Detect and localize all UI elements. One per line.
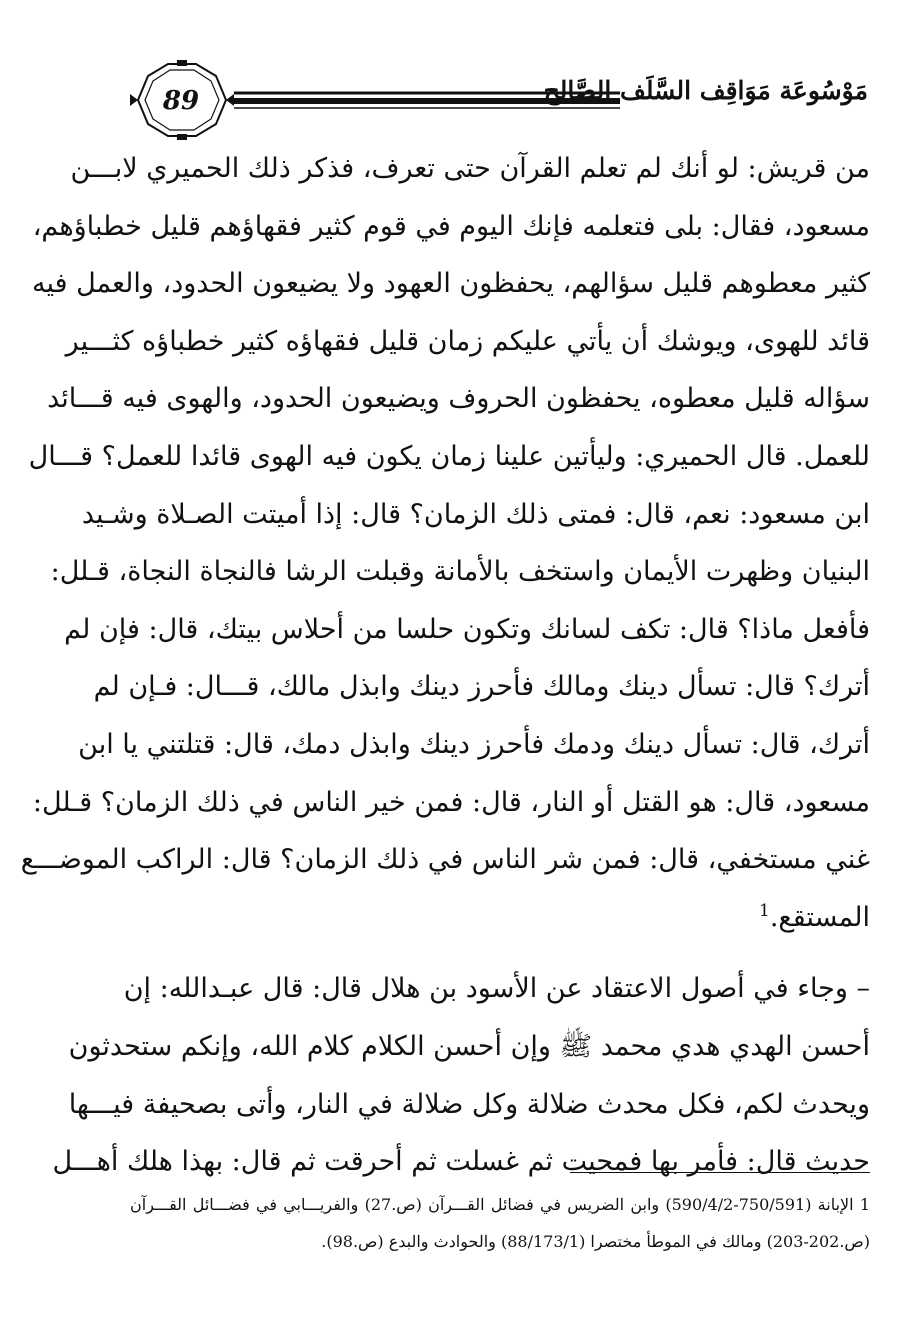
text-line: أترك؟ قال: تسأل دينك ومالك فأحرز دينك وابذل مالك، قـــال: فـإن لم bbox=[93, 671, 870, 703]
paragraph-2 bbox=[52, 960, 870, 1190]
text-line: أترك، قال: تسأل دينك ودمك فأحرز دينك وابذل دمك، قال: قتلتني يا ابن bbox=[78, 728, 870, 760]
text-line: مسعود، قال: هو القتل أو النار، قال: فمن خير الناس في ذلك الزمان؟ قـلل: bbox=[32, 786, 870, 818]
text-line: فأفعل ماذا؟ قال: تكف لسانك وتكون حلسا من أحلاس بيتك، قال: فإن لم bbox=[64, 613, 870, 645]
page-header bbox=[0, 0, 916, 140]
text-line: للعمل. قال الحميري: وليأتين علينا زمان يكون فيه الهوى قائدا للعمل؟ قـــال bbox=[28, 440, 870, 472]
text-line: – وجاء في أصول الاعتقاد عن الأسود بن هلال قال: قال عبـدالله: إن bbox=[123, 973, 870, 1005]
text-line: حديث قال: فأمر بها فمحيت ثم غسلت ثم أحرقت ثم قال: بهذا هلك أهـــل bbox=[52, 1146, 870, 1178]
text-line: غني مستخفي، قال: فمن شر الناس في ذلك الزمان؟ قال: الراكب الموضـــع bbox=[20, 844, 870, 876]
text-line: سؤاله قليل معطوه، يحفظون الحروف ويضيعون الحدود، والهوى فيه قـــائد bbox=[47, 383, 870, 415]
text-line: من قريش: لو أنك لم تعلم القرآن حتى تعرف، فذكر ذلك الحميري لابـــن bbox=[70, 153, 870, 184]
footnote bbox=[130, 1186, 870, 1260]
book-title: مَوْسُوعَة مَوَاقِف السَّلَف الصَّالِح bbox=[543, 76, 868, 105]
footnote-line: 1 الإبانة (750/591-590/4/2) وابن الضريس في فضائل القـــرآن (ص.27) والفريـــابي في فضـــائل القـــرآن bbox=[130, 1195, 871, 1214]
text-line: قائد للهوى، ويوشك أن يأتي عليكم زمان قليل فقهاؤه كثير خطباؤه كثـــير bbox=[65, 325, 870, 357]
text-line-content: المستقع. bbox=[769, 901, 870, 933]
footnote-separator bbox=[570, 1172, 870, 1173]
text-line bbox=[130, 889, 870, 947]
body-text bbox=[20, 140, 870, 1191]
text-line: أحسن الهدي هدي محمد ﷺ وإن أحسن الكلام كلام الله، وإنكم ستحدثون bbox=[68, 1030, 870, 1062]
header-ornament bbox=[0, 0, 916, 140]
text-line: كثير معطوهم قليل سؤالهم، يحفظون العهود ولا يضيعون الحدود، والعمل فيه bbox=[31, 268, 870, 300]
text-line: ويحدث لكم، فكل محدث ضلالة وكل ضلالة في النار، وأتى بصحيفة فيـــها bbox=[68, 1088, 870, 1120]
paragraph-1 bbox=[20, 140, 870, 946]
footnote-reference[interactable]: 1 bbox=[758, 900, 770, 921]
text-line: ابن مسعود: نعم، قال: فمتى ذلك الزمان؟ قال: إذا أميتت الصـلاة وشـيد bbox=[81, 498, 870, 530]
page-number: 89 bbox=[162, 86, 200, 116]
text-line: البنيان وظهرت الأيمان واستخف بالأمانة وقبلت الرشا فالنجاة النجاة، قـلل: bbox=[50, 556, 870, 588]
footnote-line: (ص.202-203) ومالك في الموطأ مختصرا (88/173/1) والحوادث والبدع (ص.98). bbox=[321, 1232, 870, 1251]
text-line: مسعود، فقال: بلى فتعلمه فإنك اليوم في قوم كثير فقهاؤهم قليل خطباؤهم، bbox=[32, 210, 870, 242]
